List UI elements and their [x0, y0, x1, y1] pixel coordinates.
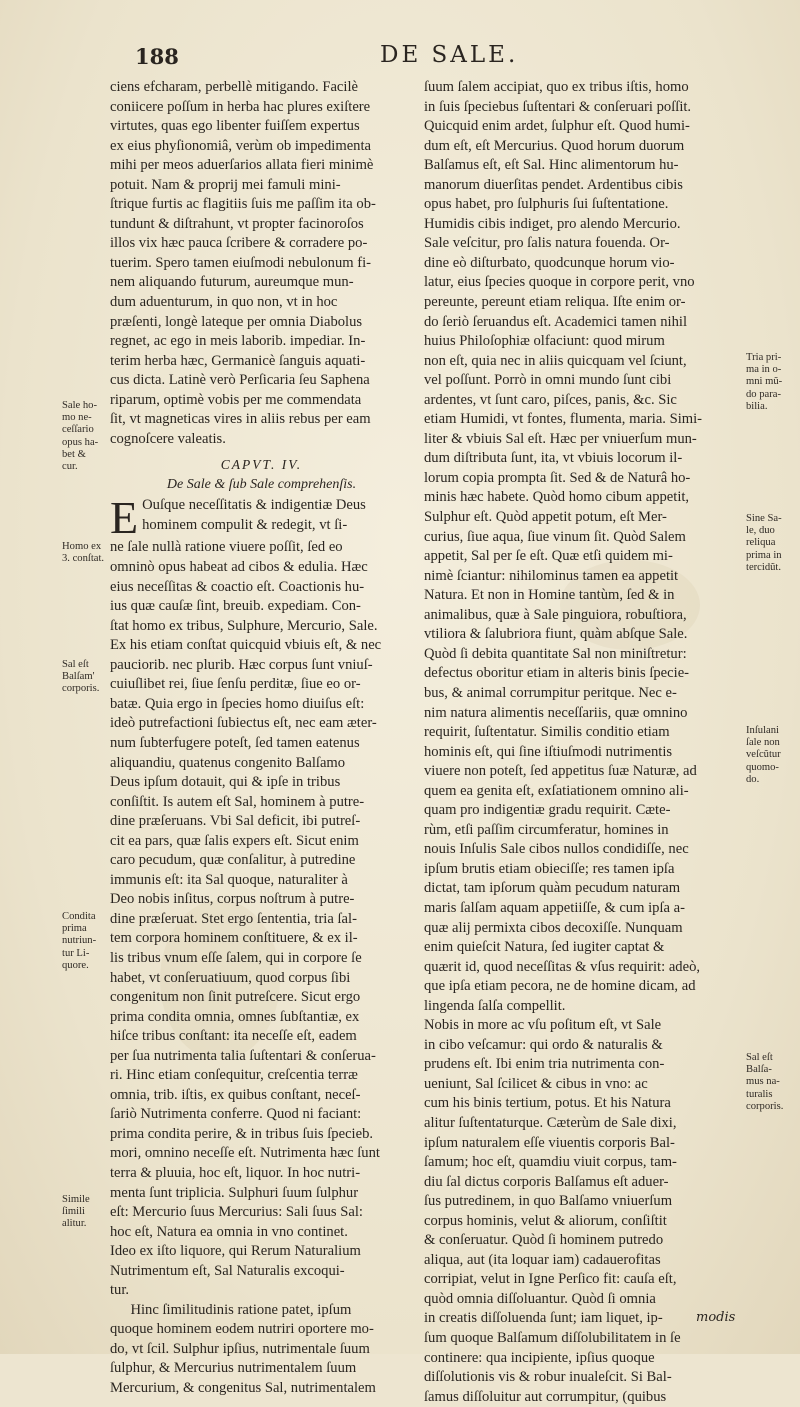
- margin-note-sale-homo: [62, 400, 98, 473]
- text-line: Hinc ſimilitudinis ratione patet, ipſum: [130, 1301, 352, 1318]
- text-line: congenitum non ſinit putreſcere. Sicut ergo: [110, 989, 361, 1006]
- margin-note-homo-ex: [62, 541, 104, 565]
- text-line: conſiſtit. Is autem eſt Sal, hominem à putre-: [110, 793, 365, 810]
- text-line: Nobis in more ac vſu poſitum eſt, vt Sale: [424, 1017, 662, 1034]
- margin-note-tria: [746, 352, 782, 413]
- text-line: quem ea genita eſt, exſatiationem omnino ali-: [424, 782, 689, 799]
- text-line: cum his binis tertium, potus. Et his Natura: [424, 1095, 671, 1112]
- text-line: animalibus, quæ à Sale pinguiora, robuſtiora,: [424, 606, 687, 623]
- margin-note-line: veſcũtur: [746, 749, 781, 761]
- text-line: ne ſale nullà ratione viuere poſſit, ſed eo: [110, 539, 343, 556]
- text-line: dum eſt, eſt Mercurius. Quod horum duorum: [424, 137, 685, 154]
- text-line: dictat, tam ipſorum quàm pecudum naturam: [424, 880, 681, 897]
- text-line: riparum, optimè vobis per me commendata: [110, 391, 362, 408]
- text-line: Balſamus eſt, eſt Sal. Hinc alimentorum hu-: [424, 157, 679, 174]
- margin-note-line: le, duo: [746, 525, 775, 537]
- text-line: ſamum; hoc eſt, quamdiu viuit corpus, tam-: [424, 1154, 677, 1171]
- chapter-subtitle: De Sale & ſub Sale comprehenſis.: [166, 476, 357, 492]
- text-line: ueniunt, Sal ſcilicet & cibus in vno: ac: [424, 1075, 648, 1092]
- text-line: Deus ipſum dotauit, qui & ipſe in tribus: [110, 774, 341, 791]
- text-line: Mercurium, & congenitus Sal, nutrimentalem: [110, 1380, 376, 1396]
- text-line: dum diſtributa ſunt, ita, vt vbiuis locorum il-: [424, 450, 683, 467]
- margin-note-line: Simile: [62, 1194, 90, 1205]
- margin-note-line: corporis.: [746, 1100, 784, 1112]
- text-line: lorum copia prompta ſit. Sed & de Naturâ ho-: [424, 469, 691, 486]
- left-column: [110, 78, 413, 1399]
- text-line: diu ſal dictus corporis Balſamus eſt aduer-: [424, 1173, 669, 1190]
- text-line: ſariò Nutrimenta conferre. Quod ni faciant:: [110, 1106, 362, 1123]
- text-line: caro pecudum, quæ conſalitur, à putredine: [110, 852, 356, 869]
- text-line: cit ea pars, quæ ſalis expers eſt. Sicut enim: [110, 832, 359, 849]
- text-line: Quicquid enim ardet, ſulphur eſt. Quod humi-: [424, 118, 690, 135]
- text-line: prima condita perire, & in tribus ſuis ſpecieb.: [110, 1125, 374, 1142]
- text-line: nim natura alimentis neceſſariis, quæ omnino: [424, 704, 688, 721]
- text-line: cuiuſlibet rei, ſiue ſenſu perditæ, ſiue eo or-: [110, 676, 361, 693]
- margin-note-line: tercidũt.: [746, 561, 782, 573]
- text-line: hominis eſt, qui ſine iſtiuſmodi nutrimentis: [424, 743, 673, 760]
- paragraph-1: [110, 78, 413, 449]
- text-line: mihi per meos aduerſarios allata fieri minimè: [110, 157, 374, 174]
- text-line: ſtat homo ex tribus, Sulphure, Mercurio, Sale.: [110, 617, 378, 634]
- margin-note-line: Homo ex: [62, 541, 102, 552]
- text-line: enim quieſcit Natura, ſed iugiter captat &: [424, 939, 665, 956]
- text-line: diſſolutionis vis & robur inualeſcit. Si Bal-: [424, 1369, 672, 1386]
- text-line: Sulphur eſt. Quòd appetit potum, eſt Mer-: [424, 509, 667, 526]
- text-line: in cibo veſcamur: qui ordo & naturalis &: [424, 1036, 663, 1053]
- text-line: ſulphur, & Mercurius nutrimentalem ſuum: [110, 1360, 357, 1377]
- text-line: ſtrique furtis ac flagitiis ſuis me paſſim ita ob-: [110, 196, 376, 213]
- text-line: pauciorib. nec plurib. Hæc corpus ſunt vniuſ-: [110, 656, 373, 673]
- text-line: vtiliora & ſalubriora fiunt, quàm abſque Sale.: [424, 626, 688, 643]
- margin-note-line: Sal eſt: [746, 1052, 773, 1063]
- text-line: & conſeruatur. Quòd ſi hominem putredo: [424, 1232, 664, 1249]
- text-line: liter & vbiuis Sal eſt. Hæc per vniuerſum mun-: [424, 430, 697, 447]
- text-line: Ouſque neceſſitatis & indigentiæ Deus: [142, 497, 366, 514]
- text-line: cus dicta. Latinè verò Perſicaria ſeu Saphena: [110, 372, 370, 389]
- text-line: ſit, vt magneticas vires in aliis rebus per eam: [110, 411, 371, 428]
- text-line: quoque hominem eodem nutriri oportere mo-: [110, 1321, 374, 1338]
- text-line: mori, omnino neceſſe eſt. Nutrimenta hæc ſunt: [110, 1145, 380, 1162]
- margin-note-line: opus ha-: [62, 436, 99, 448]
- text-line: num ſubterfugere poteſt, ſed tamen eatenus: [110, 734, 360, 751]
- text-line: ri. Hinc etiam conſequitur, creſcentia terræ: [110, 1067, 358, 1084]
- text-line: Humidis cibis indiget, pro alendo Mercurio.: [424, 215, 681, 232]
- margin-note-line: Balſam': [62, 671, 95, 683]
- text-line: minis hæc habete. Quòd homo cibum appetit,: [424, 489, 690, 506]
- text-line: Quòd ſi debita quantitate Sal non miniſtretur:: [424, 645, 687, 662]
- margin-note-line: mni mũ-: [746, 376, 783, 388]
- running-head: DE SALE.: [380, 42, 519, 68]
- margin-note-line: mo ne-: [62, 412, 92, 424]
- text-line: prudens eſt. Ibi enim tria nutrimenta con-: [424, 1056, 665, 1073]
- text-line: prima condita omnia, omnes ſubſtantiæ, ex: [110, 1008, 360, 1025]
- text-line: eius neceſſitas & coactio eſt. Coactionis hu-: [110, 578, 365, 595]
- margin-note-line: cur.: [62, 461, 78, 473]
- margin-note-line: do para-: [746, 388, 781, 400]
- right-column: [424, 78, 734, 1407]
- text-line: corpus hominis, velut & aliorum, conſiſtit: [424, 1212, 667, 1229]
- text-line: huius Philoſophiæ olfaciunt: quod mirum: [424, 333, 665, 350]
- text-line: coniicere poſſum in herba hac plures exiſtere: [110, 98, 371, 115]
- paragraph-2: [110, 492, 413, 1300]
- text-line: quærit id, quod neceſſitas & vſus requirit: adeò,: [424, 958, 701, 975]
- text-line: aliquandiu, quatenus congenito Balſamo: [110, 754, 346, 771]
- text-line: bus, & animal corrumpitur peritque. Nec e-: [424, 684, 677, 701]
- text-line: nem aliquando futurum, aureumque mun-: [110, 274, 354, 291]
- chapter-title: CAPVT. IV.: [220, 457, 303, 473]
- text-line: rùm, etſi paſſim circumferatur, homines in: [424, 821, 669, 838]
- margin-note-line: Sal eſt: [62, 659, 89, 670]
- text-line: batæ. Quia ergo in ſpecies homo diuiſus eſt:: [110, 695, 365, 712]
- margin-note-insulani: [746, 725, 781, 786]
- text-line: alitur ſuſtentaturque. Cæterùm de Sale dixi,: [424, 1114, 677, 1131]
- margin-note-line: Inſulani: [746, 725, 779, 736]
- text-line: quæ alij permixta cibos decoxiſſe. Nunquam: [424, 919, 683, 936]
- margin-note-line: corporis.: [62, 683, 100, 695]
- text-line: omninò opus habeat ad cibos & edulia. Hæc: [110, 559, 368, 576]
- text-line: dum aduenturum, in quo non, vt in hoc: [110, 294, 338, 311]
- page-header: [0, 44, 800, 72]
- text-line: defectus oboritur etiam in alteris binis ſpecie-: [424, 665, 690, 682]
- text-line: ſamus diſſoluitur aut corrumpitur, (quibus: [424, 1388, 667, 1405]
- margin-note-line: alitur.: [62, 1218, 87, 1230]
- text-line: menta ſunt triplicia. Sulphuri ſuum ſulphur: [110, 1184, 359, 1201]
- text-line: do, vt ſcil. Sulphur ipſius, nutrimentale ſuum: [110, 1340, 370, 1357]
- margin-note-line: quomo-: [746, 761, 779, 773]
- text-line: lis tribus vnum eſſe ſalem, qui in corpore ſe: [110, 949, 362, 966]
- drop-cap: E: [110, 492, 139, 544]
- text-line: habet, vt conſeruatiuum, quod corpus ſibi: [110, 969, 351, 986]
- text-line: hominem compulit & redegit, vt ſi-: [142, 517, 348, 534]
- margin-note-line: Tria pri-: [746, 352, 782, 363]
- text-line: omnia, trib. iſtis, ex quibus conſtant, neceſ-: [110, 1086, 361, 1103]
- text-line: continere: qua incipiente, ipſius quoque: [424, 1349, 655, 1366]
- margin-note-line: 3. conſtat.: [62, 553, 105, 565]
- text-line: appetit, Sal per ſe eſt. Quæ etſi quidem mi-: [424, 548, 673, 565]
- text-line: curius, ſiue aqua, ſiue vinum ſit. Quòd Salem: [424, 528, 686, 545]
- margin-note-sal-est-2: [746, 1052, 783, 1113]
- text-line: illos vix hæc pauca ſcribere & corradere po-: [110, 235, 368, 252]
- margin-note-line: ſale non: [746, 737, 780, 749]
- paragraph-3: [110, 1301, 413, 1399]
- page-number: 188: [135, 44, 179, 69]
- text-line: que ipſa etiam pecora, ne de homine dicam, ad: [424, 978, 696, 995]
- margin-note-line: ceſſario: [62, 424, 94, 436]
- margin-note-line: reliqua: [746, 537, 776, 549]
- text-line: ſus putredinem, in quo Balſamo vniuerſum: [424, 1193, 673, 1210]
- margin-note-line: Sine Sa-: [746, 513, 782, 524]
- text-line: præſenti, longè lateque per omnia Diabolus: [110, 313, 363, 330]
- text-line: nimè ſciantur: nihilominus tamen ea appetit: [424, 567, 679, 584]
- margin-note-line: Balſa-: [746, 1064, 772, 1076]
- text-line: dine præſeruat. Stet ergo ſententia, tria ſal-: [110, 910, 357, 927]
- margin-note-line: bet &: [62, 448, 86, 460]
- margin-note-condita: [62, 911, 96, 972]
- margin-note-line: mus na-: [746, 1076, 780, 1088]
- margin-note-line: prima: [62, 923, 87, 935]
- margin-note-simile: [62, 1194, 90, 1231]
- text-line: aliqua, aut (ita loquar iam) cadauerofitas: [424, 1251, 661, 1268]
- text-line: dine eò diſturbato, quodcunque horum vio-: [424, 254, 675, 271]
- margin-note-line: prima in: [746, 549, 782, 561]
- text-line: etiam Humidi, vt fontes, flumenta, maria. Simi-: [424, 411, 703, 428]
- text-line: tundunt & diſtrahunt, vt propter facinoroſos: [110, 215, 364, 232]
- text-line: opus habet, pro ſulphuris ſui ſuſtentatione.: [424, 196, 669, 213]
- right-text: [424, 78, 734, 1407]
- margin-note-line: turalis: [746, 1088, 773, 1100]
- text-line: Deo nobis inſitus, corpus noſtrum à putre-: [110, 891, 355, 908]
- text-line: hiſce tribus conſtant: ita neceſſe eſt, eadem: [110, 1028, 357, 1045]
- margin-note-line: bilia.: [746, 400, 768, 412]
- text-line: tur.: [110, 1282, 130, 1299]
- text-line: ius quæ cauſæ ſint, breuib. expediam. Con-: [110, 598, 361, 615]
- text-line: quòd omnia diſſoluantur. Quòd ſi omnia: [424, 1290, 656, 1307]
- margin-note-sine-sale: [746, 513, 782, 574]
- text-line: vel poſſunt. Porrò in omni mundo ſunt cibi: [424, 372, 672, 389]
- text-line: ardentes, vt ſunt caro, piſces, panis, &c. Sic: [424, 391, 677, 408]
- text-line: viuere non poteſt, ſed appetitus ſuæ Naturæ, ad: [424, 763, 697, 780]
- text-line: in creatis diſſoluenda ſunt; iam liquet, ip-: [424, 1310, 663, 1327]
- text-line: latur, eius ſpecies quoque in corpore perit, vno: [424, 274, 695, 291]
- text-line: tem corpora hominem conſtituere, & ex il-: [110, 930, 358, 947]
- text-line: requirit, ſuſtentatur. Similis conditio etiam: [424, 724, 670, 741]
- text-line: Natura. Et non in Homine tantùm, ſed & in: [424, 587, 675, 604]
- text-line: lingenda ſalſa compellit.: [424, 997, 566, 1014]
- margin-note-line: ma in o-: [746, 364, 782, 376]
- text-line: ſuum ſalem accipiat, quo ex tribus iſtis, homo: [424, 79, 689, 95]
- text-line: Nutrimentum eſt, Sal Naturalis excoqui-: [110, 1262, 345, 1279]
- text-line: ipſum brutis etiam obieciſſe; res tamen ipſa: [424, 860, 675, 877]
- margin-note-line: Condita: [62, 911, 96, 922]
- margin-note-sal-est: [62, 659, 99, 696]
- margin-note-line: Sale ho-: [62, 400, 98, 411]
- text-line: pereunte, pereunt etiam reliqua. Iſte enim or-: [424, 294, 686, 311]
- text-line: terim herba hæc, Germanicè ſanguis aquati-: [110, 352, 366, 369]
- text-line: ipſum naturalem eſſe viuentis corporis Bal-: [424, 1134, 675, 1151]
- text-line: corripiat, velut in Igne Perſico fit: cauſa eſt,: [424, 1271, 677, 1288]
- margin-note-line: ſimili: [62, 1206, 85, 1218]
- text-line: nouis Inſulis Sale cibos nullos condidiſſe, nec: [424, 841, 689, 858]
- text-line: dine præſeruans. Vbi Sal deficit, ibi putreſ-: [110, 813, 361, 830]
- text-line: non eſt, quia nec in aliis quicquam vel ſciunt,: [424, 352, 687, 369]
- text-line: cognoſcere valeatis.: [110, 430, 226, 447]
- margin-note-line: quore.: [62, 959, 89, 971]
- text-line: in ſuis ſpeciebus ſuſtentari & conſeruari poſſit.: [424, 98, 692, 115]
- text-line: virtutes, quas ego libenter fuiſſem expertus: [110, 118, 360, 135]
- text-line: do ſeriò ſeruandus eſt. Academici tamen nihil: [424, 313, 688, 330]
- text-line: ciens efcharam, perbellè mitigando. Facilè: [110, 79, 358, 95]
- text-line: regnet, ac ego in meis laborib. impediar. In-: [110, 333, 366, 350]
- text-line: Sale veſcitur, pro ſalis natura fouenda. Or-: [424, 235, 670, 252]
- text-line: per ſua nutrimenta talia ſuſtentari & conſerua-: [110, 1047, 376, 1064]
- margin-note-line: do.: [746, 773, 760, 785]
- text-line: terra & pluuia, hoc eſt, liquor. In hoc nutri-: [110, 1164, 361, 1181]
- text-line: manorum diuerſitas pendet. Ardentibus cibis: [424, 176, 683, 193]
- text-line: ex eius phyſionomiâ, verùm ob impedimenta: [110, 137, 372, 154]
- text-line: immunis eſt: ita Sal quoque, naturaliter à: [110, 871, 348, 888]
- text-line: Ex his etiam conſtat quicquid vbiuis eſt, & nec: [110, 637, 382, 654]
- text-line: potuit. Nam & proprij mei famuli mini-: [110, 176, 341, 193]
- text-line: eſt: Mercurio ſuus Mercurius: Sali ſuus Sal:: [110, 1204, 363, 1221]
- margin-note-line: tur Li-: [62, 947, 90, 959]
- text-line: ſum quoque Balſamum diſſolubilitatem in ſe: [424, 1330, 681, 1346]
- text-line: maris ſalſam aquam appetiiſſe, & cum ipſa a-: [424, 899, 685, 916]
- margin-note-line: nutriun-: [62, 935, 97, 947]
- text-line: tuerim. Spero tamen eiuſmodi nebulonum fi-: [110, 254, 372, 271]
- text-line: Ideo ex iſto liquore, qui Rerum Naturalium: [110, 1243, 361, 1260]
- text-line: hoc eſt, Natura ea omnia in vno continet.: [110, 1223, 348, 1240]
- catchword: modis: [696, 1310, 736, 1325]
- text-line: ideò putrefactioni ſubiectus eſt, nec eam æter-: [110, 715, 377, 732]
- text-line: quam pro indigentiæ gradu requirit. Cæte-: [424, 802, 671, 819]
